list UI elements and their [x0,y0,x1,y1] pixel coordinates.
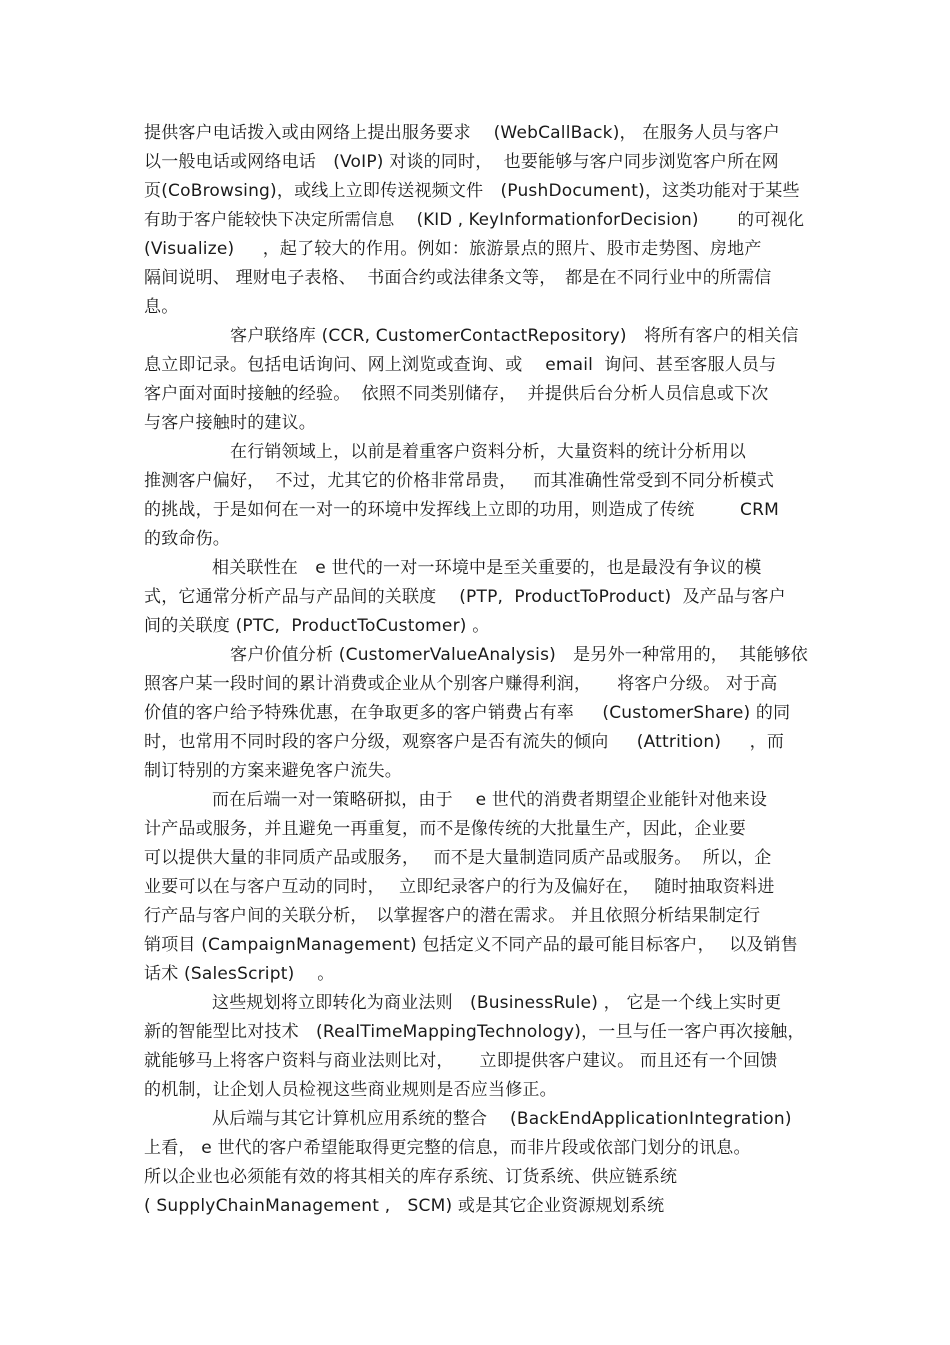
text-line: 客户面对面时接触的经验。 依照不同类别储存， 并提供后台分析人员信息或下次 [144,384,769,404]
text-line: 息立即记录。包括电话询问、网上浏览或查询、或 email 询问、甚至客服人员与 [144,355,777,375]
paragraph-start-line: 客户联络库 (CCR, CustomerContactRepository) 将所有客户的相关信 [230,326,799,346]
paragraph-start-line: 从后端与其它计算机应用系统的整合 (BackEndApplicationIntegration) [212,1109,792,1129]
text-line: 业要可以在与客户互动的同时， 立即纪录客户的行为及偏好在， 随时抽取资料进 [144,877,775,897]
text-line: 的机制，让企划人员检视这些商业规则是否应当修正。 [144,1080,557,1100]
text-line: 所以企业也必须能有效的将其相关的库存系统、订货系统、供应链系统 [144,1167,678,1187]
text-line: 时，也常用不同时段的客户分级，观察客户是否有流失的倾向 (Attrition) ，而 [144,732,785,752]
paragraph-start-line: 而在后端一对一策略研拟，由于 e 世代的消费者期望企业能针对他来设 [212,790,768,810]
text-line: 页(CoBrowsing)，或线上立即传送视频文件 (PushDocument)，这类功能对于某些 [144,181,800,201]
text-line: 行产品与客户间的关联分析， 以掌握客户的潜在需求。 并且依照分析结果制定行 [144,906,761,926]
text-line: 计产品或服务，并且避免一再重复，而不是像传统的大批量生产，因此，企业要 [144,819,746,839]
text-line: ( SupplyChainManagement , SCM) 或是其它企业资源规划系统 [144,1196,665,1216]
text-line: 提供客户电话拨入或由网络上提出服务要求 (WebCallBack)， 在服务人员与客户 [144,123,780,143]
paragraph-start-line: 这些规划将立即转化为商业法则 (BusinessRule) ， 它是一个线上实时更 [212,993,782,1013]
paragraph-start-line: 在行销领域上，以前是着重客户资料分析，大量资料的统计分析用以 [230,442,746,462]
text-line: 与客户接触时的建议。 [144,413,316,433]
text-line: 有助于客户能较快下决定所需信息 (KID , KeyInformationforDecision) 的可视化 [144,210,805,229]
text-line: 可以提供大量的非同质产品或服务， 而不是大量制造同质产品或服务。 所以，企 [144,848,772,868]
text-line: 新的智能型比对技术 (RealTimeMappingTechnology)，一旦与任一客户再次接触， [144,1022,805,1042]
text-line: 上看， e 世代的客户希望能取得更完整的信息，而非片段或依部门划分的讯息。 [144,1138,751,1158]
text-line: 话术 (SalesScript) 。 [144,964,335,984]
text-line: 隔间说明、 理财电子表格、 书面合约或法律条文等， 都是在不同行业中的所需信 [144,268,772,288]
text-line: 以一般电话或网络电话 (VoIP) 对谈的同时， 也要能够与客户同步浏览客户所在网 [144,152,779,172]
text-line: 的致命伤。 [144,529,230,549]
text-line: 式，它通常分析产品与产品间的关联度 (PTP, ProductToProduct) 及产品与客户 [144,587,786,607]
text-line: (Visualize) ，起了较大的作用。例如：旅游景点的照片、股市走势图、房地产 [144,239,762,259]
text-line: 息。 [144,297,179,317]
text-line: 间的关联度 (PTC, ProductToCustomer) 。 [144,616,490,636]
text-line: 价值的客户给予特殊优惠，在争取更多的客户销费占有率 (CustomerShare) 的同 [144,703,791,723]
text-line: 照客户某一段时间的累计消费或企业从个别客户赚得利润， 将客户分级。 对于高 [144,674,778,694]
paragraph-start-line: 相关联性在 e 世代的一对一环境中是至关重要的，也是最没有争议的模 [212,558,762,578]
text-line: 就能够马上将客户资料与商业法则比对， 立即提供客户建议。 而且还有一个回馈 [144,1051,778,1071]
text-line: 制订特别的方案来避免客户流失。 [144,761,402,781]
text-line: 销项目 (CampaignManagement) 包括定义不同产品的最可能目标客户， 以及销售 [144,935,798,955]
paragraph-start-line: 客户价值分析 (CustomerValueAnalysis) 是另外一种常用的， 其能够依 [230,645,808,665]
text-line: 推测客户偏好， 不过，尤其它的价格非常昂贵， 而其准确性常受到不同分析模式 [144,471,775,491]
text-line: 的挑战，于是如何在一对一的环境中发挥线上立即的功用，则造成了传统 CRM [144,500,779,520]
